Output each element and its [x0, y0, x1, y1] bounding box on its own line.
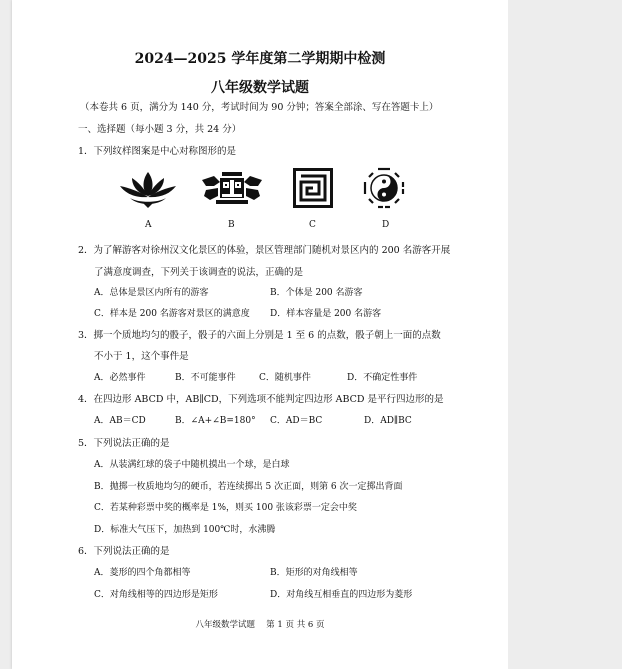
question-5-option-a: A．从装满红球的袋子中随机摸出一个球，是白球: [94, 460, 290, 470]
lotus-pattern-icon: [118, 168, 178, 208]
question-3-option-c: C．随机事件: [259, 373, 311, 383]
question-3-option-a: A．必然事件: [94, 373, 146, 383]
question-4-option-a: A．AB＝CD: [94, 416, 146, 426]
question-4-option-b: B．∠A+∠B=180°: [175, 416, 256, 426]
question-3-option-b: B．不可能事件: [175, 373, 236, 383]
question-5-option-c: C．若某种彩票中奖的概率是 1%，则买 100 张该彩票一定会中奖: [94, 503, 357, 513]
question-4-stem: 4．在四边形 ABCD 中，AB∥CD，下列选项不能判定四边形 ABCD 是平行四边形的是: [78, 394, 444, 405]
question-4-option-c: C．AD＝BC: [270, 416, 323, 426]
section-heading: 一、选择题（每小题 3 分，共 24 分）: [78, 124, 242, 135]
page-footer: 八年级数学试题 第 1 页 共 6 页: [195, 620, 325, 630]
taiji-bagua-pattern-icon: [362, 166, 406, 210]
question-5-stem: 5．下列说法正确的是: [78, 438, 170, 449]
question-6-option-c: C．对角线相等的四边形是矩形: [94, 590, 218, 600]
question-5-option-b: B．抛掷一枚质地均匀的硬币，若连续掷出 5 次正面，则第 6 次一定掷出背面: [94, 482, 403, 492]
option-label-d: D: [382, 220, 390, 230]
question-1-stem: 1．下列纹样图案是中心对称图形的是: [78, 146, 237, 157]
option-label-b: B: [228, 220, 235, 230]
exam-note: （本卷共 6 页，满分为 140 分，考试时间为 90 分钟；答案全部涂、写在答题卡上）: [80, 102, 439, 113]
question-2-line-1: 2．为了解游客对徐州汉文化景区的体验，景区管理部门随机对景区内的 200 名游客开展: [78, 245, 451, 256]
question-2-option-c: C．样本是 200 名游客对景区的满意度: [94, 309, 250, 319]
question-6-option-a: A．菱形的四个角都相等: [94, 568, 191, 578]
viewer-background: [508, 0, 622, 669]
option-label-a: A: [145, 220, 152, 230]
key-fret-pattern-icon: [293, 168, 333, 208]
question-2-option-b: B．个体是 200 名游客: [270, 288, 363, 298]
question-4-option-d: D．AD∥BC: [364, 416, 412, 426]
exam-subtitle: 八年级数学试题: [211, 80, 309, 96]
taotie-mask-pattern-icon: [200, 170, 264, 206]
question-6-option-b: B．矩形的对角线相等: [270, 568, 358, 578]
question-2-line-2: 了满意度调查，下列关于该调查的说法，正确的是: [94, 267, 304, 278]
exam-page: [12, 0, 508, 669]
question-3-line-1: 3．掷一个质地均匀的骰子，骰子的六面上分别是 1 至 6 的点数，骰子朝上一面的点数: [78, 330, 441, 341]
question-2-option-a: A．总体是景区内所有的游客: [94, 288, 209, 298]
option-label-c: C: [309, 220, 316, 230]
question-6-stem: 6．下列说法正确的是: [78, 546, 170, 557]
question-3-option-d: D．不确定性事件: [347, 373, 418, 383]
question-2-option-d: D．样本容量是 200 名游客: [270, 309, 382, 319]
exam-title: 2024—2025 学年度第二学期期中检测: [134, 51, 386, 67]
question-6-option-d: D．对角线互相垂直的四边形为菱形: [270, 590, 413, 600]
question-3-line-2: 不小于 1，这个事件是: [94, 351, 189, 362]
question-5-option-d: D．标准大气压下，加热到 100℃时，水沸腾: [94, 525, 276, 535]
